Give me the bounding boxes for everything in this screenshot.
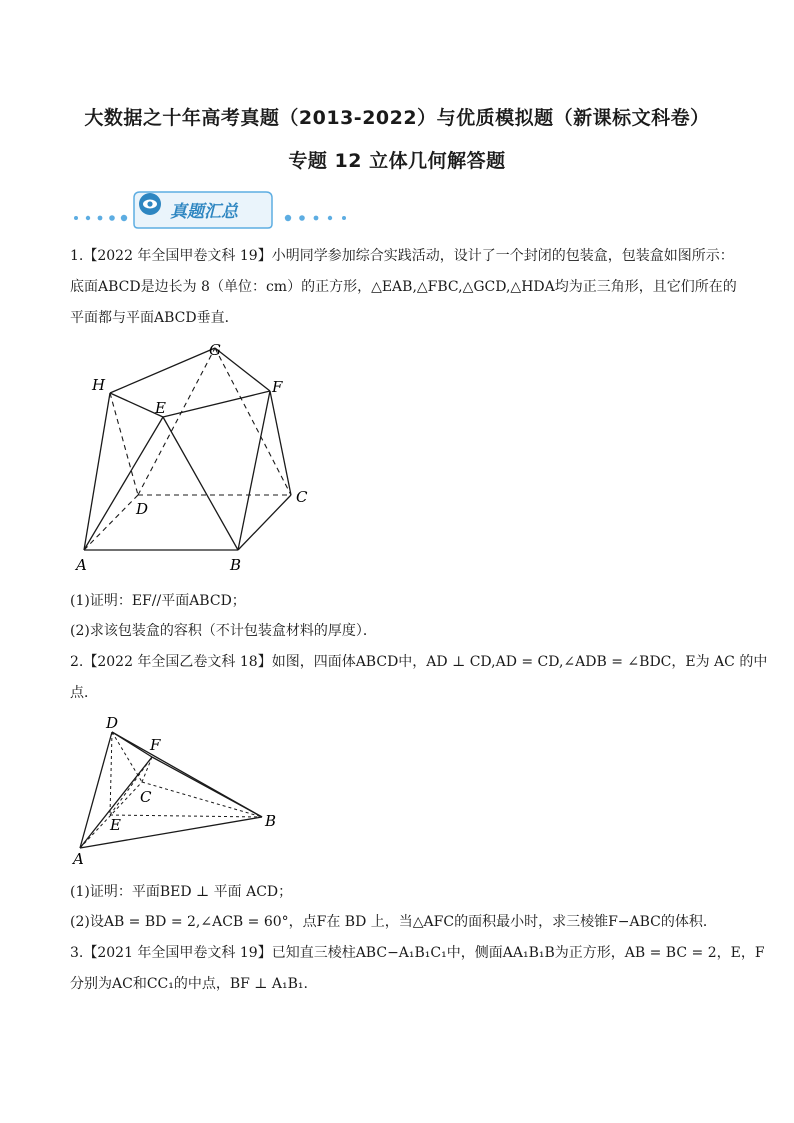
q3-line-1: 3.【2021 年全国甲卷文科 19】已知直三棱柱ABC−A₁B₁C₁中，侧面AA₁B₁B为正方形，AB = BC = 2，E，F bbox=[70, 945, 765, 961]
label-e: E bbox=[155, 399, 166, 417]
page-title: 大数据之十年高考真题（2013-2022）与优质模拟题（新课标文科卷） bbox=[84, 107, 710, 129]
q2-line-2: 点． bbox=[70, 685, 98, 701]
section-banner bbox=[70, 190, 360, 230]
q2-part-1: (1)证明：平面BED ⊥ 平面 ACD； bbox=[70, 884, 293, 900]
banner-label: 真题汇总 bbox=[170, 202, 238, 222]
label-f: F bbox=[272, 378, 283, 396]
label-e2: E bbox=[110, 816, 121, 834]
dot-row-left bbox=[74, 215, 127, 221]
label-c2: C bbox=[140, 788, 152, 806]
label-b: B bbox=[230, 556, 242, 574]
figure-tetrahedron bbox=[70, 712, 290, 870]
q3-line-2: 分别为AC和CC₁的中点，BF ⊥ A₁B₁. bbox=[70, 976, 308, 992]
label-a: A bbox=[76, 556, 87, 574]
q1-part-2: (2)求该包装盒的容积（不计包装盒材料的厚度）． bbox=[70, 623, 377, 639]
q1-part-1: (1)证明：EF//平面ABCD； bbox=[70, 593, 246, 609]
dot-row-right bbox=[285, 215, 346, 221]
q1-line-3: 平面都与平面ABCD垂直． bbox=[70, 310, 239, 326]
label-b2: B bbox=[265, 812, 277, 830]
q1-line-2: 底面ABCD是边长为 8（单位：cm）的正方形，△EAB,△FBC,△GCD,△HDA均为正三角形，且它们所在的 bbox=[70, 279, 737, 295]
label-g: G bbox=[209, 341, 221, 359]
q1-line-1: 1.【2022 年全国甲卷文科 19】小明同学参加综合实践活动，设计了一个封闭的包装盒，包装盒如图所示： bbox=[70, 248, 734, 264]
label-f2: F bbox=[150, 736, 161, 754]
label-d2: D bbox=[106, 714, 119, 732]
q2-part-2: (2)设AB = BD = 2,∠ACB = 60°，点F在 BD 上，当△AFC的面积最小时，求三棱锥F−ABC的体积． bbox=[70, 914, 717, 930]
figure-packaging-box bbox=[70, 338, 340, 578]
label-a2: A bbox=[73, 850, 84, 868]
page-subtitle: 专题 12 立体几何解答题 bbox=[288, 150, 506, 172]
eye-icon bbox=[139, 193, 161, 215]
label-d: D bbox=[136, 500, 149, 518]
label-h: H bbox=[92, 376, 106, 394]
label-c: C bbox=[296, 488, 308, 506]
q2-line-1: 2.【2022 年全国乙卷文科 18】如图，四面体ABCD中，AD ⊥ CD,AD = CD,∠ADB = ∠BDC，E为 AC 的中 bbox=[70, 654, 768, 670]
